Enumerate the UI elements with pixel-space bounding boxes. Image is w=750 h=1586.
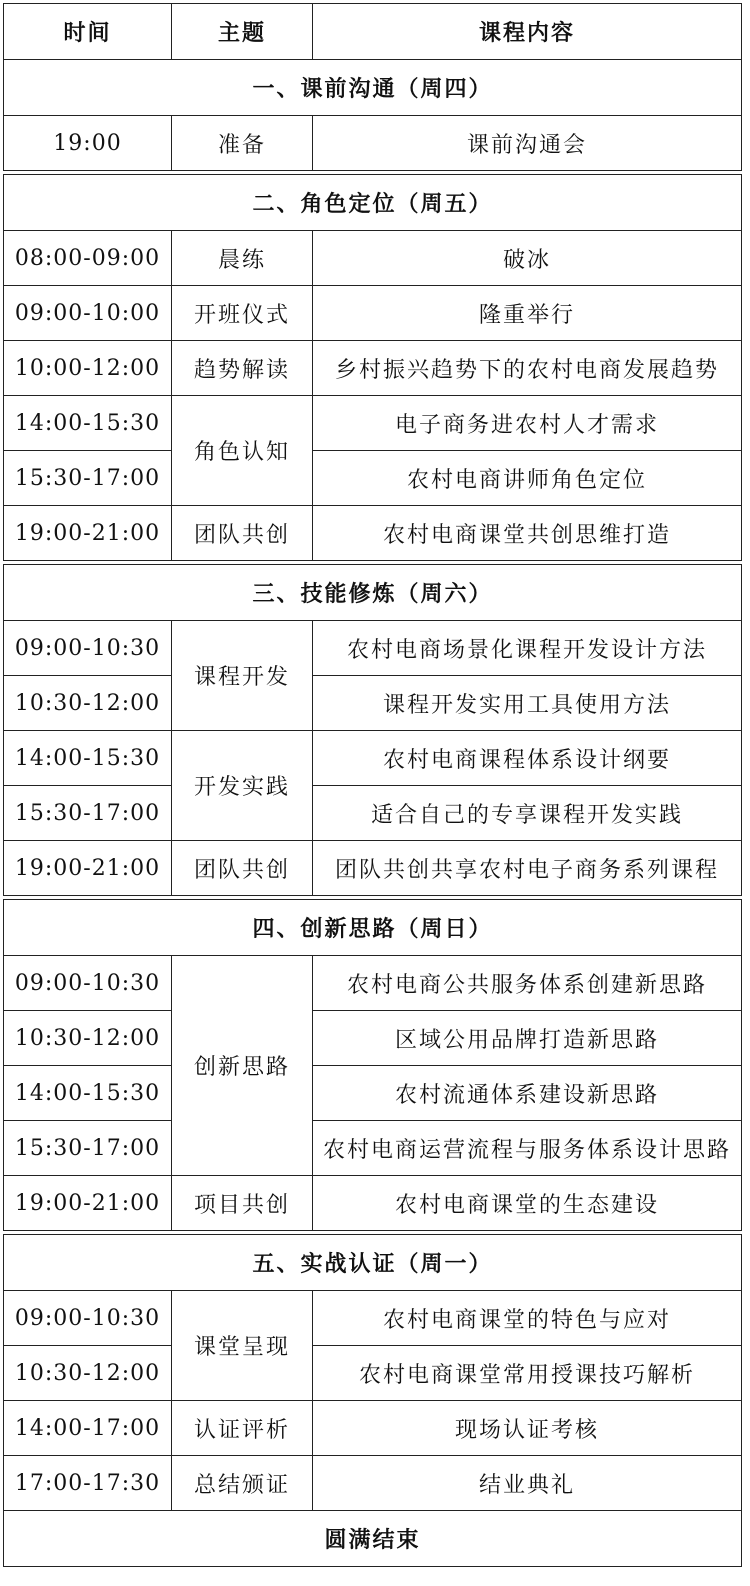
time-cell: 10:00-12:00 [4,341,172,396]
content-cell: 破冰 [313,231,742,286]
section-title: 二、角色定位（周五） [4,175,742,231]
schedule-table [3,3,742,1567]
section-row [4,1235,742,1291]
time-cell: 14:00-15:30 [4,731,172,786]
time-cell: 09:00-10:30 [4,621,172,676]
closing-title: 圆满结束 [4,1511,742,1567]
content-cell: 农村流通体系建设新思路 [313,1066,742,1121]
schedule-row [4,786,742,841]
time-cell: 17:00-17:30 [4,1456,172,1511]
content-cell: 电子商务进农村人才需求 [313,396,742,451]
schedule-row [4,1346,742,1401]
schedule-row [4,231,742,286]
content-cell: 课程开发实用工具使用方法 [313,676,742,731]
content-cell: 隆重举行 [313,286,742,341]
content-cell: 乡村振兴趋势下的农村电商发展趋势 [313,341,742,396]
schedule-row [4,841,742,896]
topic-cell: 课堂呈现 [172,1291,313,1401]
time-cell: 15:30-17:00 [4,1121,172,1176]
topic-cell: 准备 [172,116,313,171]
schedule-row [4,731,742,786]
schedule-row [4,676,742,731]
schedule-row [4,506,742,561]
section-title: 五、实战认证（周一） [4,1235,742,1291]
time-cell: 19:00-21:00 [4,1176,172,1231]
section-row [4,900,742,956]
schedule-row [4,956,742,1011]
schedule-row [4,286,742,341]
section-row [4,175,742,231]
schedule-row [4,621,742,676]
time-cell: 10:30-12:00 [4,676,172,731]
time-cell: 15:30-17:00 [4,786,172,841]
time-cell: 10:30-12:00 [4,1346,172,1401]
topic-cell: 团队共创 [172,841,313,896]
schedule-row [4,1401,742,1456]
content-cell: 农村电商课堂共创思维打造 [313,506,742,561]
schedule-row [4,341,742,396]
schedule-row [4,116,742,171]
section-title: 三、技能修炼（周六） [4,565,742,621]
section-row [4,565,742,621]
content-cell: 团队共创共享农村电子商务系列课程 [313,841,742,896]
schedule-document [3,3,741,1567]
header-row [4,4,742,60]
time-cell: 09:00-10:30 [4,956,172,1011]
topic-cell: 总结颁证 [172,1456,313,1511]
topic-cell: 趋势解读 [172,341,313,396]
section-title: 四、创新思路（周日） [4,900,742,956]
section-row [4,60,742,116]
time-cell: 14:00-15:30 [4,1066,172,1121]
time-cell: 14:00-17:00 [4,1401,172,1456]
footer-row [4,1511,742,1567]
content-cell: 适合自己的专享课程开发实践 [313,786,742,841]
schedule-row [4,1456,742,1511]
schedule-row [4,451,742,506]
time-cell: 19:00 [4,116,172,171]
content-cell: 农村电商课堂的生态建设 [313,1176,742,1231]
topic-cell: 认证评析 [172,1401,313,1456]
content-cell: 农村电商课堂的特色与应对 [313,1291,742,1346]
topic-cell: 课程开发 [172,621,313,731]
topic-cell: 开班仪式 [172,286,313,341]
time-cell: 08:00-09:00 [4,231,172,286]
content-cell: 农村电商公共服务体系创建新思路 [313,956,742,1011]
schedule-row [4,1121,742,1176]
time-cell: 10:30-12:00 [4,1011,172,1066]
content-cell: 农村电商场景化课程开发设计方法 [313,621,742,676]
topic-cell: 晨练 [172,231,313,286]
topic-cell: 团队共创 [172,506,313,561]
topic-cell: 角色认知 [172,396,313,506]
content-cell: 结业典礼 [313,1456,742,1511]
content-cell: 现场认证考核 [313,1401,742,1456]
time-cell: 09:00-10:00 [4,286,172,341]
time-cell: 15:30-17:00 [4,451,172,506]
content-cell: 区域公用品牌打造新思路 [313,1011,742,1066]
schedule-row [4,1066,742,1121]
content-cell: 课前沟通会 [313,116,742,171]
content-cell: 农村电商讲师角色定位 [313,451,742,506]
content-cell: 农村电商课程体系设计纲要 [313,731,742,786]
content-cell: 农村电商运营流程与服务体系设计思路 [313,1121,742,1176]
schedule-row [4,396,742,451]
schedule-row [4,1176,742,1231]
time-cell: 09:00-10:30 [4,1291,172,1346]
header-content: 课程内容 [313,4,742,60]
time-cell: 19:00-21:00 [4,841,172,896]
topic-cell: 项目共创 [172,1176,313,1231]
schedule-row [4,1011,742,1066]
topic-cell: 开发实践 [172,731,313,841]
content-cell: 农村电商课堂常用授课技巧解析 [313,1346,742,1401]
section-title: 一、课前沟通（周四） [4,60,742,116]
schedule-row [4,1291,742,1346]
topic-cell: 创新思路 [172,956,313,1176]
time-cell: 19:00-21:00 [4,506,172,561]
time-cell: 14:00-15:30 [4,396,172,451]
header-topic: 主题 [172,4,313,60]
header-time: 时间 [4,4,172,60]
